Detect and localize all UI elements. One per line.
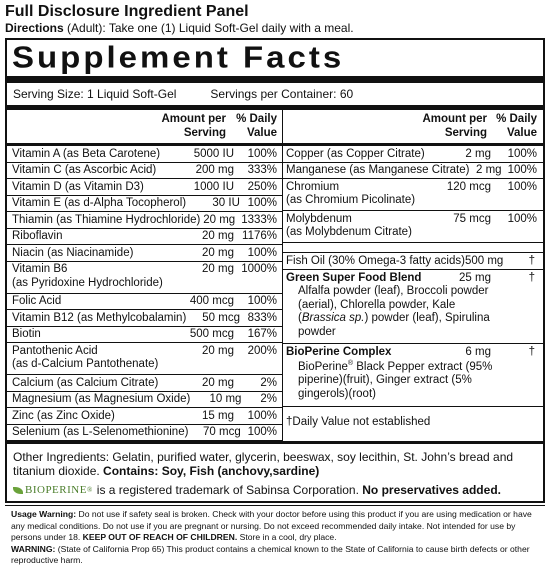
nutrient-amount: 1000 IU — [193, 180, 234, 193]
fish-oil-row — [283, 253, 543, 270]
supplement-facts-title: Supplement Facts — [12, 40, 345, 75]
nutrient-dv: 200% — [247, 344, 277, 357]
nutrient-name: Zinc (as Zinc Oxide) — [12, 409, 115, 422]
nutrient-amount: 120 mcg — [446, 180, 491, 193]
nutrient-name: Vitamin B12 (as Methylcobalamin) — [12, 311, 187, 324]
dv-header: % Daily Value — [496, 113, 537, 139]
nutrient-row — [7, 146, 282, 163]
nutrient-dv: 250% — [247, 180, 277, 193]
nutrient-dv: 100% — [247, 426, 277, 439]
right-nutrient-list — [283, 146, 543, 243]
nutrient-dv: 100% — [507, 164, 537, 177]
nutrient-amount: 20 mg — [203, 213, 236, 226]
dv-header: % Daily Value — [236, 113, 277, 139]
no-preservatives: No preservatives added. — [362, 483, 501, 498]
nutrient-name: Folic Acid — [12, 295, 62, 308]
nutrient-amount: 500 mcg — [189, 328, 234, 341]
blend-amount: 25 mg — [459, 271, 491, 284]
green-super-food-blend — [283, 270, 543, 345]
nutrient-row — [7, 212, 282, 229]
nutrient-name: Thiamin (as Thiamine Hydrochloride) — [12, 213, 201, 226]
nutrient-dv: 100% — [507, 180, 537, 193]
nutrient-amount: 75 mcg — [453, 212, 491, 225]
other-ingredients-text: Other Ingredients: Gelatin, purified water, glycerin, beeswax, soy lecithin, St. John’s bread and titanium dioxide. — [13, 450, 514, 479]
directions — [5, 21, 545, 35]
nutrient-dv: 100% — [247, 246, 277, 259]
nutrient-dv: 1176% — [242, 230, 277, 243]
nutrient-row — [7, 196, 282, 213]
nutrient-amount: 70 mcg — [203, 426, 241, 439]
nutrient-row — [7, 343, 282, 375]
nutrient-dv: 100% — [247, 409, 277, 422]
trademark-text: is a registered trademark of Sabinsa Corporation. — [96, 483, 363, 498]
nutrient-name: Fish Oil (30% Omega-3 fatty acids) — [286, 254, 465, 267]
leaf-icon — [13, 487, 23, 494]
nutrient-dv: 100% — [507, 212, 537, 225]
nutrient-name: Selenium (as L-Selenomethionine) — [12, 426, 189, 439]
dv-footnote: †Daily Value not established — [286, 415, 431, 428]
blend-name: Green Super Food Blend — [286, 271, 422, 284]
facts-left-column — [7, 110, 283, 441]
nutrient-amount: 400 mcg — [189, 295, 234, 308]
nutrient-row — [7, 179, 282, 196]
nutrient-amount: 15 mg — [202, 409, 234, 422]
amount-header: Amount per Serving — [422, 113, 487, 139]
nutrient-amount: 2 mg — [465, 147, 491, 160]
nutrient-name: Copper (as Copper Citrate) — [286, 147, 425, 160]
blend-amount: 6 mg — [465, 346, 491, 359]
nutrient-amount: 20 mg — [202, 344, 234, 357]
left-column-header — [7, 110, 282, 146]
nutrient-name: Vitamin C (as Ascorbic Acid) — [12, 164, 157, 177]
nutrient-dv: 100% — [247, 295, 277, 308]
nutrient-amount: 20 mg — [202, 263, 234, 276]
nutrient-name: Pantothenic Acid (as d-Calcium Pantothenate) — [12, 344, 159, 371]
nutrient-dv: 1000% — [241, 263, 277, 276]
nutrient-name: Molybdenum (as Molybdenum Citrate) — [286, 212, 412, 239]
other-ingredients — [7, 441, 543, 478]
bioperine-logo: BIOPERINE ® — [13, 484, 93, 497]
serving-info — [7, 83, 543, 110]
nutrient-amount: 2 mg — [476, 164, 502, 177]
nutrient-dv: 100% — [247, 147, 277, 160]
trademark-line — [7, 478, 543, 501]
nutrient-name: Riboflavin — [12, 230, 63, 243]
nutrient-amount: 200 mg — [195, 164, 234, 177]
servings-per-container: Servings per Container: 60 — [210, 87, 354, 101]
nutrient-amount: 50 mcg — [202, 311, 240, 324]
nutrient-amount: 20 mg — [202, 246, 234, 259]
blend-dv: † — [528, 346, 535, 359]
nutrient-row — [7, 245, 282, 262]
nutrient-amount: 30 IU — [212, 197, 240, 210]
nutrient-row — [7, 408, 282, 425]
nutrient-row — [7, 425, 282, 442]
nutrient-dv: 833% — [247, 311, 277, 324]
bioperine-complex — [283, 344, 543, 406]
divider-thick — [7, 76, 543, 83]
allergen-statement: Contains: Soy, Fish (anchovy,sardine) — [103, 464, 320, 479]
nutrient-row — [283, 179, 543, 211]
nutrient-name: Vitamin D (as Vitamin D3) — [12, 180, 144, 193]
amount-header: Amount per Serving — [161, 113, 226, 139]
nutrient-dv: 100% — [247, 197, 277, 210]
nutrient-row — [7, 262, 282, 294]
nutrient-name: Biotin — [12, 328, 41, 341]
nutrient-amount: 20 mg — [202, 376, 234, 389]
nutrient-amount: 10 mg — [209, 393, 242, 406]
nutrient-amount: 5000 IU — [193, 147, 234, 160]
nutrient-row — [283, 146, 543, 163]
nutrient-row — [283, 211, 543, 243]
nutrient-row — [7, 375, 282, 392]
nutrient-dv: † — [528, 254, 535, 267]
warnings — [5, 505, 545, 567]
nutrient-name: Manganese (as Manganese Citrate) — [286, 164, 470, 177]
nutrient-dv: 100% — [507, 147, 537, 160]
prop65-warning: WARNING: (State of California Prop 65) This product contains a chemical known to the State of California to cause birth defects or other reproductive harm. — [11, 543, 530, 566]
nutrient-dv: 2% — [260, 393, 277, 406]
nutrient-row — [7, 327, 282, 344]
facts-columns — [7, 110, 543, 441]
usage-warning: Usage Warning: Do not use if safety seal is broken. Check with your doctor before using this product if you are using medication or have any medical conditions. Do not use if you are pregnant or nursing. Do not exceed recommended daily intake. Not intended for use by persons under 18. KEEP OUT OF REACH OF CHILDREN. Store in a cool, dry place. — [11, 509, 532, 543]
nutrient-dv: 333% — [247, 164, 277, 177]
facts-right-column — [283, 110, 543, 441]
nutrient-name: Vitamin A (as Beta Carotene) — [12, 147, 161, 160]
nutrient-dv: 167% — [247, 328, 277, 341]
nutrient-name: Calcium (as Calcium Citrate) — [12, 376, 159, 389]
nutrient-row — [283, 163, 543, 180]
nutrient-name: Chromium (as Chromium Picolinate) — [286, 180, 416, 207]
left-nutrient-list — [7, 146, 282, 441]
nutrient-row — [7, 229, 282, 246]
nutrient-amount: 20 mg — [202, 230, 234, 243]
nutrient-dv: 2% — [260, 376, 277, 389]
blend-dv: † — [528, 271, 535, 284]
nutrient-row — [7, 163, 282, 180]
nutrient-dv: 1333% — [241, 213, 277, 226]
blend-name: BioPerine Complex — [286, 346, 392, 359]
nutrient-name: Magnesium (as Magnesium Oxide) — [12, 393, 191, 406]
right-column-header — [283, 110, 543, 146]
spacer — [283, 243, 543, 253]
serving-size: Serving Size: 1 Liquid Soft-Gel — [13, 87, 177, 101]
nutrient-name: Vitamin B6 (as Pyridoxine Hydrochloride) — [12, 263, 163, 289]
directions-text: (Adult): Take one (1) Liquid Soft-Gel daily with a meal. — [63, 21, 354, 35]
nutrient-row — [7, 310, 282, 327]
supplement-facts-box — [5, 38, 545, 503]
blend-description: Alfalfa powder (leaf), Broccoli powder (aerial), Chlorella powder, Kale (Brassica sp.) powder (leaf), Spirulina powder — [298, 285, 490, 338]
directions-label: Directions — [5, 21, 64, 35]
blend-description: BioPerine® Black Pepper extract (95% piperine)(fruit), Ginger extract (5% gingerols)(root) — [298, 360, 493, 400]
nutrient-row — [7, 392, 282, 409]
nutrient-name: Vitamin E (as d-Alpha Tocopherol) — [12, 197, 187, 210]
nutrient-row — [7, 294, 282, 311]
panel-title: Full Disclosure Ingredient Panel — [5, 3, 249, 20]
nutrient-name: Niacin (as Niacinamide) — [12, 246, 134, 259]
nutrient-amount: 500 mg — [464, 254, 504, 267]
